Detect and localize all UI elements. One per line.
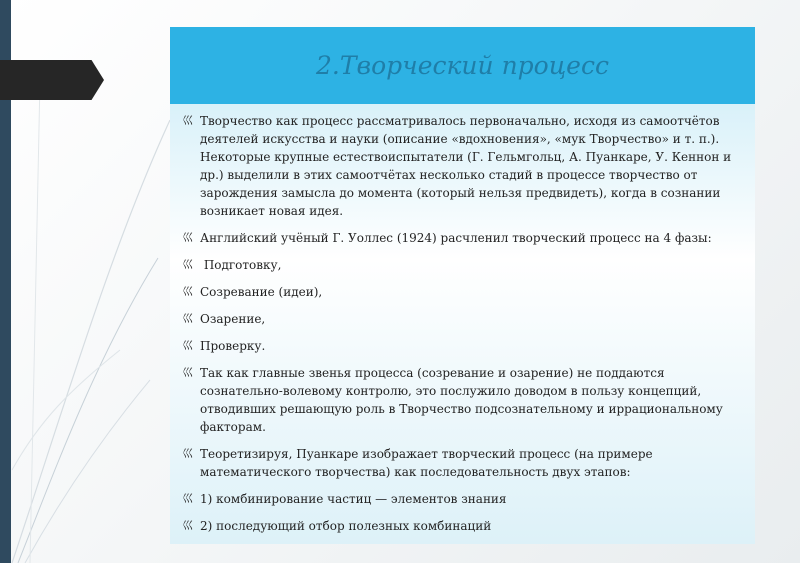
bullet-marker: ⼮ <box>182 312 193 325</box>
deco-line <box>12 120 170 563</box>
bullet-item <box>182 310 743 328</box>
deco-line <box>12 350 120 470</box>
bullet-marker: ⼮ <box>182 114 193 127</box>
bullet-text: 1) комбинирование частиц — элементов знания <box>200 492 507 506</box>
deco-line <box>30 80 40 563</box>
bullet-marker: ⼮ <box>182 285 193 298</box>
deco-line <box>18 258 158 563</box>
bullet-item <box>182 364 743 436</box>
bullet-item <box>182 283 743 301</box>
bullet-marker: ⼮ <box>182 447 193 460</box>
bullet-item <box>182 229 743 247</box>
bullet-marker: ⼮ <box>182 339 193 352</box>
bullet-item <box>182 490 743 508</box>
bullet-marker: ⼮ <box>182 519 193 532</box>
bullet-text: Творчество как процесс рассматривалось первоначально, исходя из самоотчётов деятелей искусства и науки (описание «вдохновения», «мук Творчество» и т. п.). Некоторые крупные естествоиспытатели (Г. Гельмгольц, А. Пуанкаре, У. Кеннон и др.) выделили в этих самоотчётах несколько стадий в процессе творчество от зарождения замысла до момента (который нельзя предвидеть), когда в сознании возникает новая идея. <box>200 114 732 218</box>
bullet-item <box>182 112 743 220</box>
bullet-marker: ⼮ <box>182 492 193 505</box>
slide-header <box>170 27 755 104</box>
bullet-item <box>182 337 743 355</box>
bullet-item <box>182 445 743 481</box>
bullet-marker: ⼮ <box>182 258 193 271</box>
deco-line <box>25 380 150 563</box>
bullet-item <box>182 256 743 274</box>
bullet-text: Подготовку, <box>200 258 282 272</box>
slide-title: 2.Творческий процесс <box>316 51 609 80</box>
bullet-list <box>170 104 755 535</box>
slide-content-panel <box>170 27 755 544</box>
bullet-item <box>182 517 743 535</box>
bullet-text: Созревание (идеи), <box>200 285 323 299</box>
bullet-text: Так как главные звенья процесса (созревание и озарение) не поддаются сознательно-волевому контролю, это послужило доводом в пользу концепций, отводивших решающую роль в Творчество подсознательному и иррациональному факторам. <box>200 366 723 434</box>
bullet-text: Проверку. <box>200 339 266 353</box>
bullet-text: Озарение, <box>200 312 266 326</box>
bullet-text: Теоретизируя, Пуанкаре изображает творческий процесс (на примере математического творчества) как последовательность двух этапов: <box>200 447 653 479</box>
bullet-text: 2) последующий отбор полезных комбинаций <box>200 519 492 533</box>
bullet-marker: ⼮ <box>182 231 193 244</box>
bullet-marker: ⼮ <box>182 366 193 379</box>
bullet-text: Английский учёный Г. Уоллес (1924) расчленил творческий процесс на 4 фазы: <box>200 231 712 245</box>
tab-arrow-shape <box>0 60 104 100</box>
